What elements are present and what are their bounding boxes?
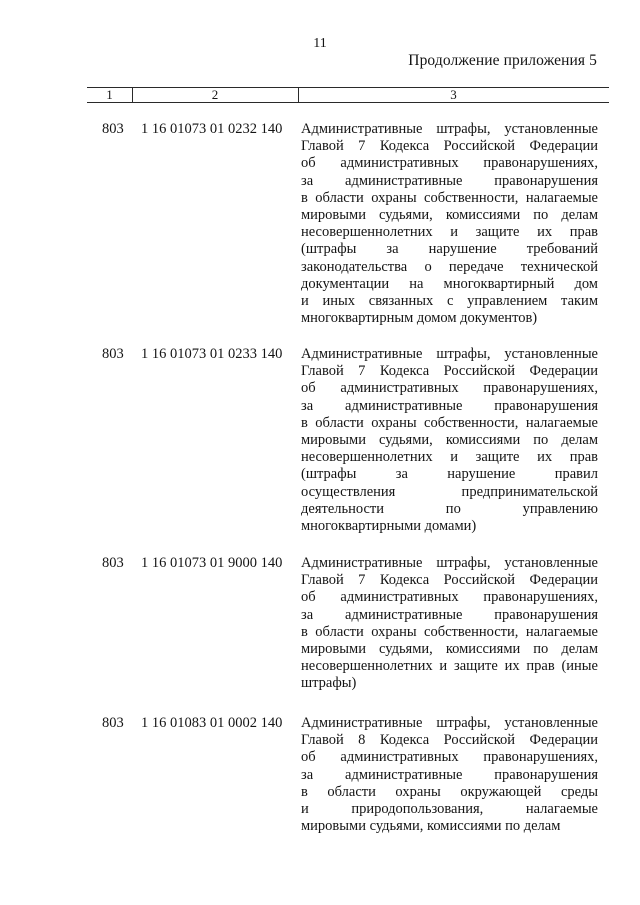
row-revenue-code: 1 16 01073 01 0233 140 xyxy=(141,346,283,362)
appendix-continuation-label: Продолжение приложения 5 xyxy=(408,52,597,69)
row-chapter-code: 803 xyxy=(102,346,124,362)
row-description xyxy=(301,346,598,535)
row-description-line: документации на многоквартирный дом xyxy=(301,275,598,292)
row-description-line: штрафы) xyxy=(301,675,357,692)
row-description-line: несовершеннолетних и защите их прав xyxy=(301,224,598,241)
row-description-line: в области охраны окружающей среды xyxy=(301,783,598,800)
row-description-line: и природопользования, налагаемые xyxy=(301,800,598,817)
row-description-line: мировыми судьями, комиссиями по делам xyxy=(301,431,598,448)
row-revenue-code: 1 16 01073 01 0232 140 xyxy=(141,121,283,137)
row-description-line: об административных правонарушениях, xyxy=(301,155,598,172)
row-description-line: Главой 7 Кодекса Российской Федерации xyxy=(301,572,598,589)
row-description-line: (штрафы за нарушение требований xyxy=(301,241,598,258)
row-description-line: осуществления предпринимательской xyxy=(301,483,598,500)
row-description-line: мировыми судьями, комиссиями по делам xyxy=(301,818,561,835)
table-header-col-1: 1 xyxy=(106,87,113,102)
row-chapter-code: 803 xyxy=(102,555,124,571)
row-description-line: в области охраны собственности, налагаемые xyxy=(301,189,598,206)
row-description-line: об административных правонарушениях, xyxy=(301,380,598,397)
row-description-line: за административные правонарушения xyxy=(301,606,598,623)
row-revenue-code: 1 16 01073 01 9000 140 xyxy=(141,555,283,571)
row-description-line: об административных правонарушениях, xyxy=(301,749,598,766)
row-description-line: Административные штрафы, установленные xyxy=(301,346,598,362)
row-description-line: мировыми судьями, комиссиями по делам xyxy=(301,206,598,223)
row-description-line: в области охраны собственности, налагаемые xyxy=(301,623,598,640)
table-header-bottom-rule xyxy=(87,102,609,103)
table-header-col-3: 3 xyxy=(450,87,457,102)
row-description-line: в области охраны собственности, налагаемые xyxy=(301,414,598,431)
row-description-line: Главой 7 Кодекса Российской Федерации xyxy=(301,363,598,380)
row-description-line: деятельности по управлению xyxy=(301,500,598,517)
row-description-line: Административные штрафы, установленные xyxy=(301,121,598,137)
page-number: 11 xyxy=(313,36,327,51)
row-description-line: Главой 7 Кодекса Российской Федерации xyxy=(301,138,598,155)
row-description-line: многоквартирным домом документов) xyxy=(301,310,538,327)
row-chapter-code: 803 xyxy=(102,715,124,731)
row-description-line: и иных связанных с управлением таким xyxy=(301,292,598,309)
table-header xyxy=(87,82,609,112)
table-header-col-2: 2 xyxy=(211,87,219,102)
row-description-line: за административные правонарушения xyxy=(301,397,598,414)
row-description-line: за административные правонарушения xyxy=(301,766,598,783)
row-description-line: Административные штрафы, установленные xyxy=(301,555,598,571)
row-description-line: Административные штрафы, установленные xyxy=(301,715,598,731)
row-description-line: многоквартирными домами) xyxy=(301,517,477,534)
row-description-line: мировыми судьями, комиссиями по делам xyxy=(301,640,598,657)
row-description-line: несовершеннолетних и защите их прав xyxy=(301,449,598,466)
row-chapter-code: 803 xyxy=(102,121,124,137)
row-description-line: Главой 8 Кодекса Российской Федерации xyxy=(301,732,598,749)
row-description-line: (штрафы за нарушение правил xyxy=(301,466,598,483)
row-description xyxy=(301,555,598,693)
row-description xyxy=(301,121,598,327)
row-description-line: законодательства о передаче технической xyxy=(301,258,598,275)
row-description-line: несовершеннолетних и защите их прав (иные xyxy=(301,658,598,675)
row-description xyxy=(301,715,598,835)
row-description-line: об административных правонарушениях, xyxy=(301,589,598,606)
row-description-line: за административные правонарушения xyxy=(301,172,598,189)
row-revenue-code: 1 16 01083 01 0002 140 xyxy=(141,715,283,731)
